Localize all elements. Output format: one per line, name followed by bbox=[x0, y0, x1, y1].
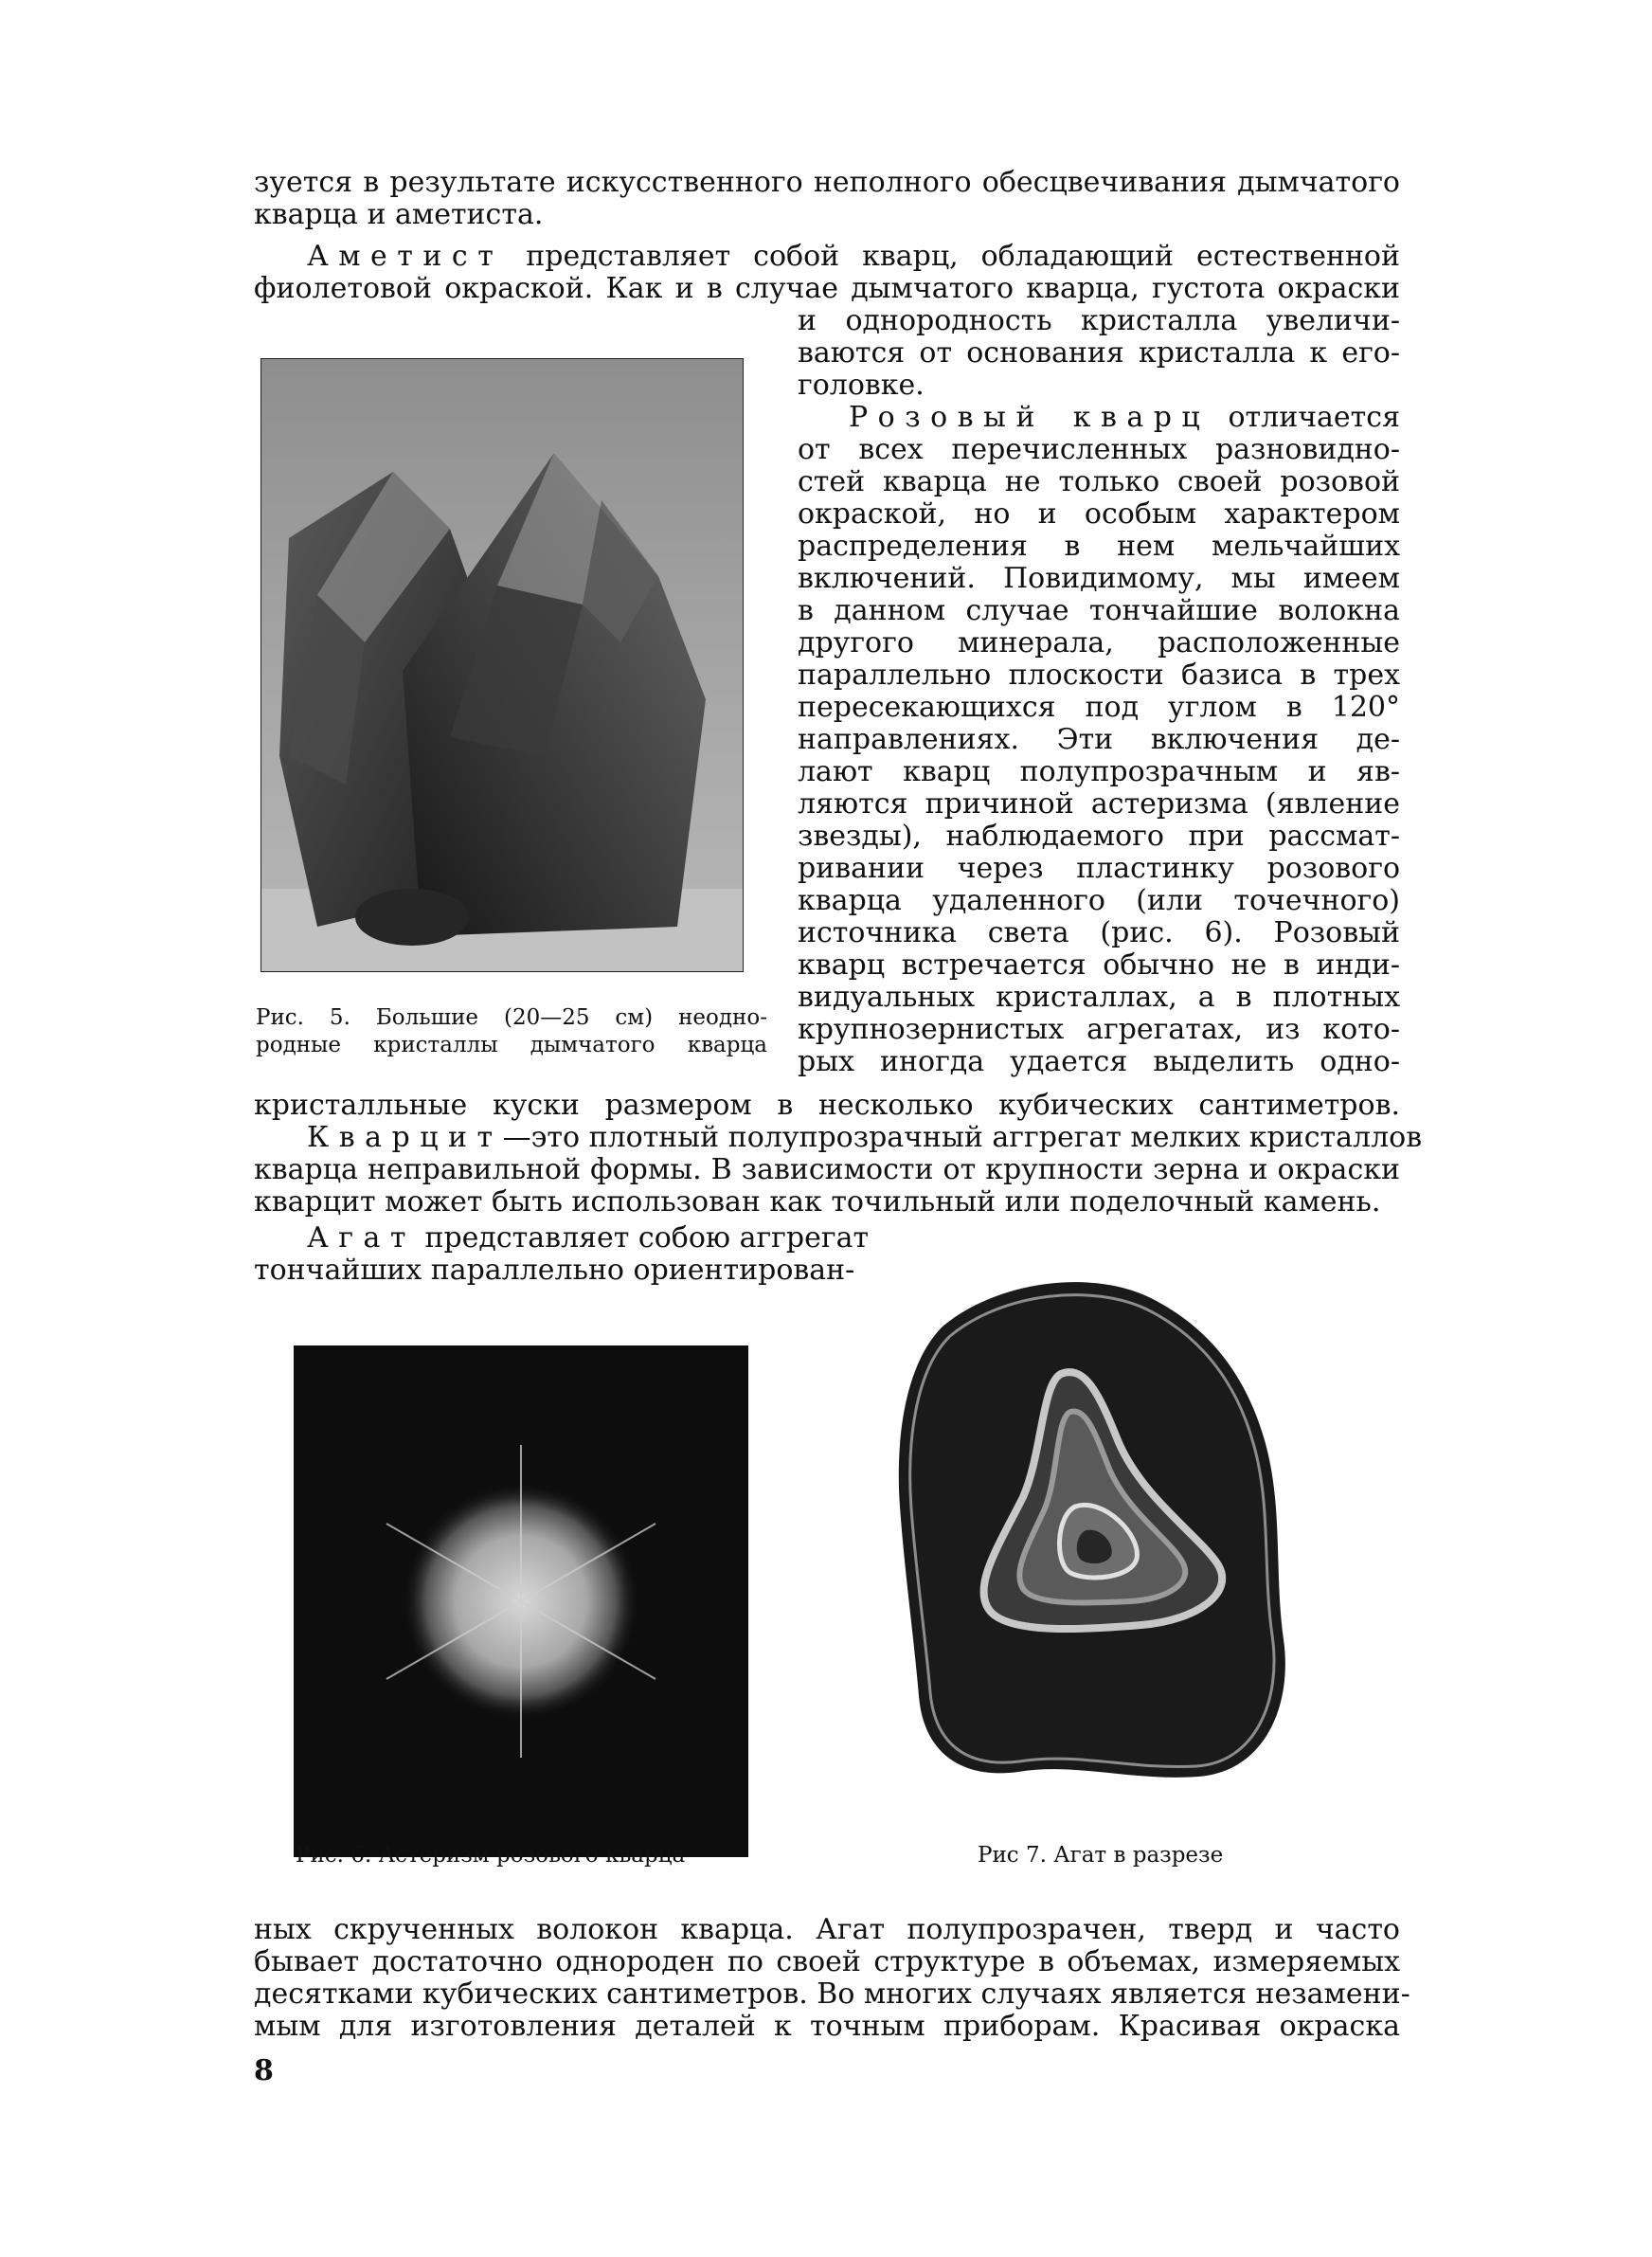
figure-5-smoky-quartz-photo bbox=[260, 358, 744, 972]
text-line: пересекающихся под углом в 120° bbox=[798, 691, 1400, 724]
asterism-image bbox=[294, 1345, 748, 1857]
agate-paragraph bbox=[254, 1221, 870, 1287]
text-line: ных скрученных волокон кварца. Агат полупрозрачен, тверд и часто bbox=[254, 1913, 1400, 1946]
text-line: фиолетовой окраской. Как и в случае дымчатого кварца, густота окраски bbox=[254, 272, 1400, 305]
text-line: звезды), наблюдаемого при рассмат- bbox=[798, 820, 1400, 853]
text-line: другого минерала, расположенные bbox=[798, 626, 1400, 659]
bottom-paragraph bbox=[254, 1913, 1410, 2043]
text-line: ваются от основания кристалла к его- bbox=[798, 336, 1400, 370]
agate-image bbox=[886, 1260, 1302, 1791]
text-line: источника света (рис. 6). Розовый bbox=[798, 916, 1400, 949]
caption-line: родные кристаллы дымчатого кварца bbox=[256, 1033, 767, 1057]
text-line: и однородность кристалла увеличи- bbox=[798, 304, 1400, 337]
text-line: ляются причиной астеризма (явление bbox=[798, 787, 1400, 821]
text-line: ривании через пластинку розового bbox=[798, 852, 1400, 885]
text-line: окраской, но и особым характером bbox=[798, 497, 1400, 531]
text-line: Агат представляет собою аггрегат bbox=[307, 1221, 870, 1255]
text-line: кристалльные куски размером в несколько кубических сантиметров. bbox=[254, 1089, 1400, 1122]
text-line: стей кварца не только своей розовой bbox=[798, 465, 1400, 498]
figure-7-agate-photo bbox=[886, 1260, 1302, 1791]
text-line: лают кварц полупрозрачным и яв- bbox=[798, 755, 1400, 788]
figure-6-asterism-photo bbox=[294, 1345, 748, 1857]
page-number: 8 bbox=[254, 2054, 274, 2087]
text-line: головке. bbox=[798, 369, 925, 402]
text-line: рых иногда удается выделить одно- bbox=[798, 1045, 1400, 1078]
figure-5-caption bbox=[256, 1004, 767, 1059]
text-line: мым для изготовления деталей к точным приборам. Красивая окраска bbox=[254, 2010, 1400, 2043]
text-line: от всех перечисленных разновидно- bbox=[798, 433, 1400, 466]
text-line: параллельно плоскости базиса в трех bbox=[798, 659, 1400, 692]
figure-7-caption: Рис 7. Агат в разрезе bbox=[978, 1843, 1224, 1868]
right-column-text bbox=[798, 305, 1400, 1078]
text-line: десятками кубических сантиметров. Во многих случаях является незамени- bbox=[254, 1977, 1410, 2011]
text-line: в данном случае тончайшие волокна bbox=[798, 594, 1400, 627]
quartzite-paragraph bbox=[254, 1089, 1423, 1219]
text-line: кварцит может быть использован как точильный или поделочный камень. bbox=[254, 1185, 1381, 1219]
text-line: распределения в нем мельчайших bbox=[798, 530, 1400, 563]
text-line: зуется в результате искусственного неполного обесцвечивания дымчатого bbox=[254, 166, 1400, 199]
text-line: кварца и аметиста. bbox=[254, 198, 544, 231]
top-paragraph bbox=[254, 167, 1400, 231]
text-line: кварца удаленного (или точечного) bbox=[798, 884, 1400, 917]
text-line: включений. Повидимому, мы имеем bbox=[798, 562, 1400, 595]
text-line: кварца неправильной формы. В зависимости от крупности зерна и окраски bbox=[254, 1153, 1400, 1186]
figure-6-caption: Рис. 6. Астеризм розового кварца bbox=[296, 1843, 686, 1868]
term-amethyst: Аметист bbox=[307, 240, 504, 273]
text-line: кварц встречается обычно не в инди- bbox=[798, 948, 1400, 982]
text-line: Аметист представляет собой кварц, обладающий естественной bbox=[307, 240, 1400, 273]
text-line: Кварцит—это плотный полупрозрачный аггрегат мелких кристаллов bbox=[307, 1121, 1423, 1154]
text-line: тончайших параллельно ориентирован- bbox=[254, 1254, 855, 1287]
text-line: бывает достаточно однороден по своей структуре в объемах, измеряемых bbox=[254, 1945, 1400, 1978]
term-quartzite: Кварцит bbox=[307, 1121, 503, 1154]
text-line: Розовый кварц отличается bbox=[849, 401, 1400, 434]
caption-line: Рис. 5. Большие (20—25 см) неодно- bbox=[256, 1005, 767, 1030]
amethyst-paragraph bbox=[254, 241, 1400, 305]
text-line: направлениях. Эти включения де- bbox=[798, 723, 1400, 756]
smoky-quartz-image bbox=[260, 358, 744, 972]
term-rose-quartz: Розовый кварц bbox=[849, 401, 1211, 434]
text-line: видуальных кристаллах, а в плотных bbox=[798, 981, 1400, 1014]
term-agate: Агат bbox=[307, 1221, 416, 1255]
text-line: крупнозернистых агрегатах, из кото- bbox=[798, 1013, 1400, 1046]
